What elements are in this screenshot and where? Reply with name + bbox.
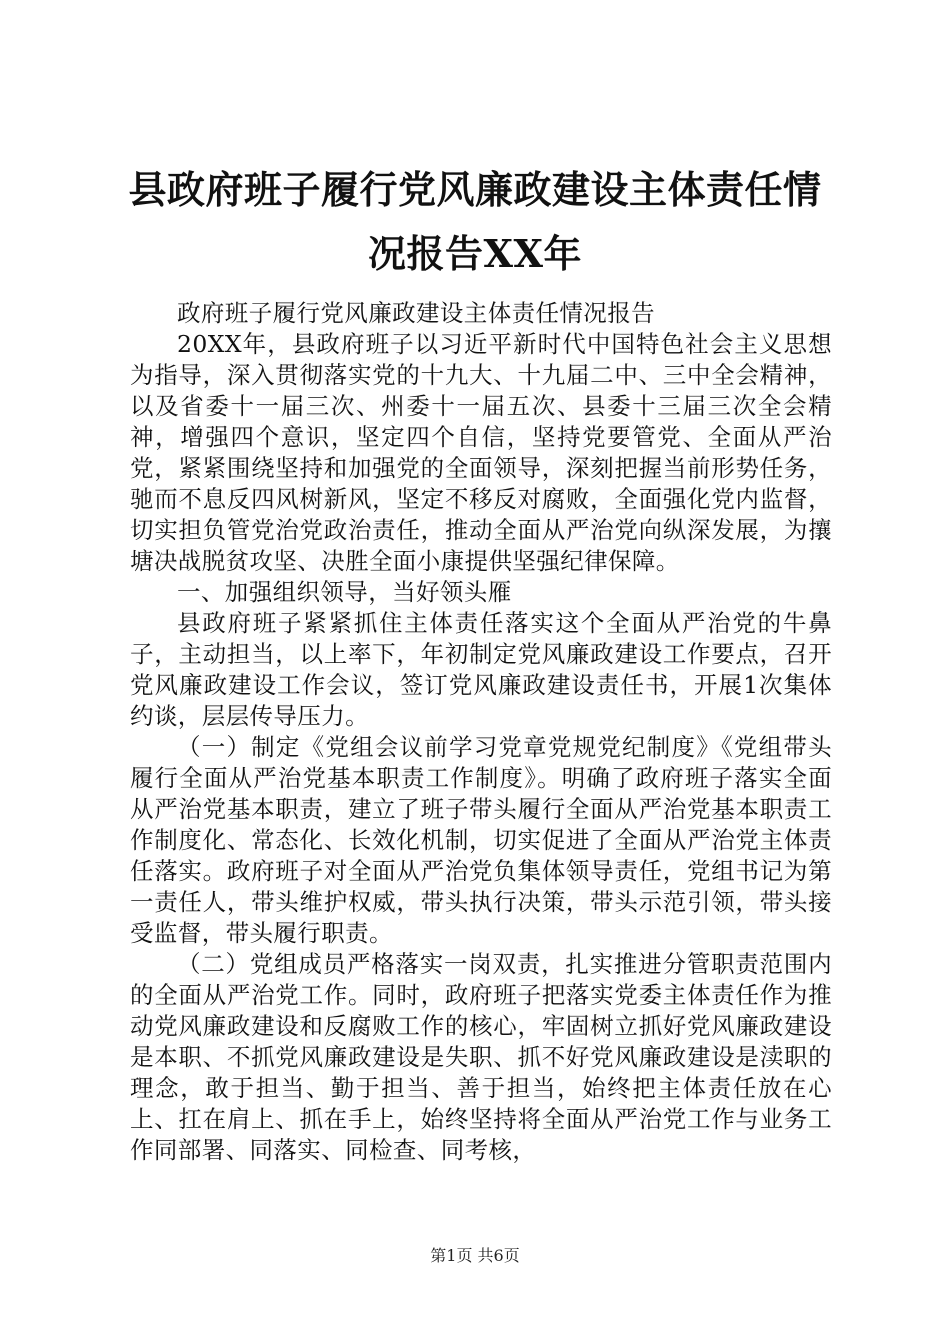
paragraph-section-1: 县政府班子紧紧抓住主体责任落实这个全面从严治党的牛鼻子，主动担当，以上率下，年初制定党风廉政建设工作要点，召开党风廉政建设工作会议，签订党风廉政建设责任书，开展1次集体约谈，层层传导压力。 bbox=[130, 609, 832, 730]
paragraph-item-2: （二）党组成员严格落实一岗双责，扎实推进分管职责范围内的全面从严治党工作。同时，政府班子把落实党委主体责任作为推动党风廉政建设和反腐败工作的核心，牢固树立抓好党风廉政建设是本职、不抓党风廉政建设是失职、抓不好党风廉政建设是渎职的理念，敢于担当、勤于担当、善于担当，始终把主体责任放在心上、扛在肩上、抓在手上，始终坚持将全面从严治党工作与业务工作同部署、同落实、同检查、同考核， bbox=[130, 950, 832, 1164]
paragraph-item-1: （一）制定《党组会议前学习党章党规党纪制度》《党组带头履行全面从严治党基本职责工作制度》。明确了政府班子落实全面从严治党基本职责，建立了班子带头履行全面从严治党基本职责工作制度化、常态化、长效化机制，切实促进了全面从严治党主体责任落实。政府班子对全面从严治党负集体领导责任，党组书记为第一责任人，带头维护权威，带头执行决策，带头示范引领，带头接受监督，带头履行职责。 bbox=[130, 733, 832, 947]
document-title: 县政府班子履行党风廉政建设主体责任情况报告XX年 bbox=[128, 167, 822, 276]
section-heading-1: 一、加强组织领导，当好领头雁 bbox=[177, 578, 512, 606]
page-number-footer: 第1页 共6页 bbox=[430, 1246, 520, 1265]
paragraph-intro: 20XX年，县政府班子以习近平新时代中国特色社会主义思想为指导，深入贯彻落实党的十九大、十九届二中、三中全会精神，以及省委十一届三次、州委十一届五次、县委十三届三次全会精神，增强四个意识，坚定四个自信，坚持党要管党、全面从严治党，紧紧围绕坚持和加强党的全面领导，深刻把握当前形势任务，驰而不息反四风树新风，坚定不移反对腐败，全面强化党内监督，切实担负管党治党政治责任，推动全面从严治党向纵深发展，为攘塘决战脱贫攻坚、决胜全面小康提供坚强纪律保障。 bbox=[130, 330, 832, 575]
document-body bbox=[130, 298, 832, 1166]
paragraph-subtitle: 政府班子履行党风廉政建设主体责任情况报告 bbox=[177, 299, 655, 327]
